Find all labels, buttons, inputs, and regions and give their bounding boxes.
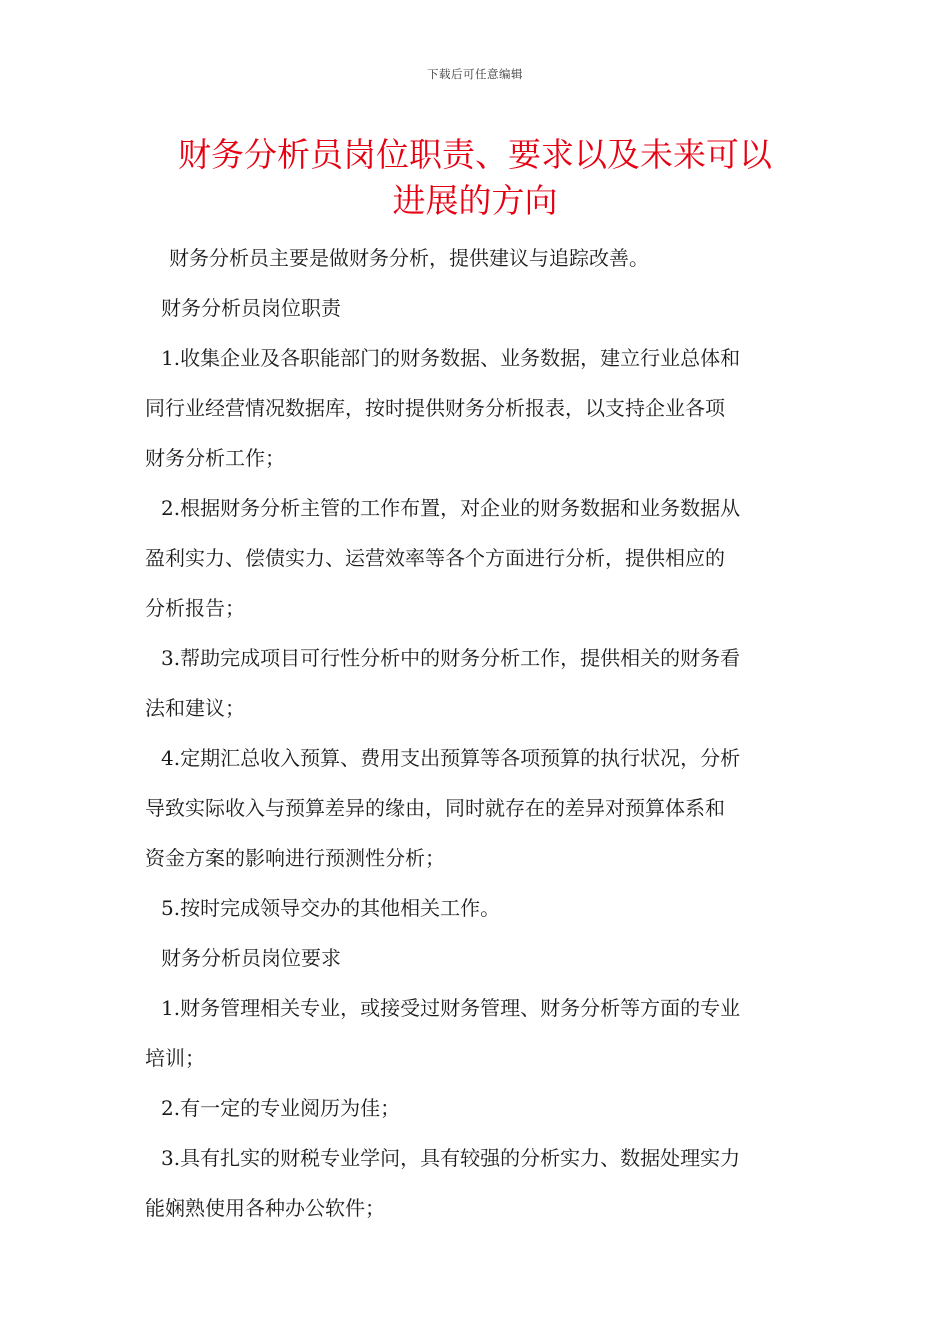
document-title (140, 132, 810, 224)
duty-4-line-2: 导致实际收入与预算差异的缘由，同时就存在的差异对预算体系和 (145, 796, 725, 820)
duty-4-line-3: 资金方案的影响进行预测性分析； (145, 846, 445, 870)
duty-4-line-1: 4.定期汇总收入预算、费用支出预算等各项预算的执行状况，分析 (161, 746, 741, 770)
header-note: 下载后可任意编辑 (427, 67, 523, 81)
duty-1-line-1: 1.收集企业及各职能部门的财务数据、业务数据，建立行业总体和 (161, 346, 741, 370)
requirement-2-line-1: 2.有一定的专业阅历为佳； (161, 1096, 401, 1120)
duty-2-line-3: 分析报告； (145, 596, 245, 620)
duty-3-line-1: 3.帮助完成项目可行性分析中的财务分析工作，提供相关的财务看 (161, 646, 741, 670)
title-line-2: 进展的方向 (392, 181, 558, 220)
duty-2-line-2: 盈利实力、偿债实力、运营效率等各个方面进行分析，提供相应的 (145, 546, 725, 570)
requirement-3-line-2: 能娴熟使用各种办公软件； (145, 1196, 385, 1220)
requirement-3-line-1: 3.具有扎实的财税专业学问，具有较强的分析实力、数据处理实力 (161, 1146, 741, 1170)
duty-2-line-1: 2.根据财务分析主管的工作布置，对企业的财务数据和业务数据从 (161, 496, 741, 520)
requirement-1-line-1: 1.财务管理相关专业，或接受过财务管理、财务分析等方面的专业 (161, 996, 741, 1020)
title-line-1: 财务分析员岗位职责、要求以及未来可以 (178, 135, 772, 174)
duty-5-line-1: 5.按时完成领导交办的其他相关工作。 (161, 896, 501, 920)
document-body (145, 233, 810, 1233)
requirement-1-line-2: 培训； (145, 1046, 205, 1070)
duty-1-line-3: 财务分析工作； (145, 446, 285, 470)
intro-paragraph: 财务分析员主要是做财务分析，提供建议与追踪改善。 (169, 246, 649, 270)
duty-1-line-2: 同行业经营情况数据库，按时提供财务分析报表，以支持企业各项 (145, 396, 725, 420)
section-heading-duties: 财务分析员岗位职责 (161, 296, 341, 320)
duty-3-line-2: 法和建议； (145, 696, 245, 720)
section-heading-requirements: 财务分析员岗位要求 (161, 946, 341, 970)
